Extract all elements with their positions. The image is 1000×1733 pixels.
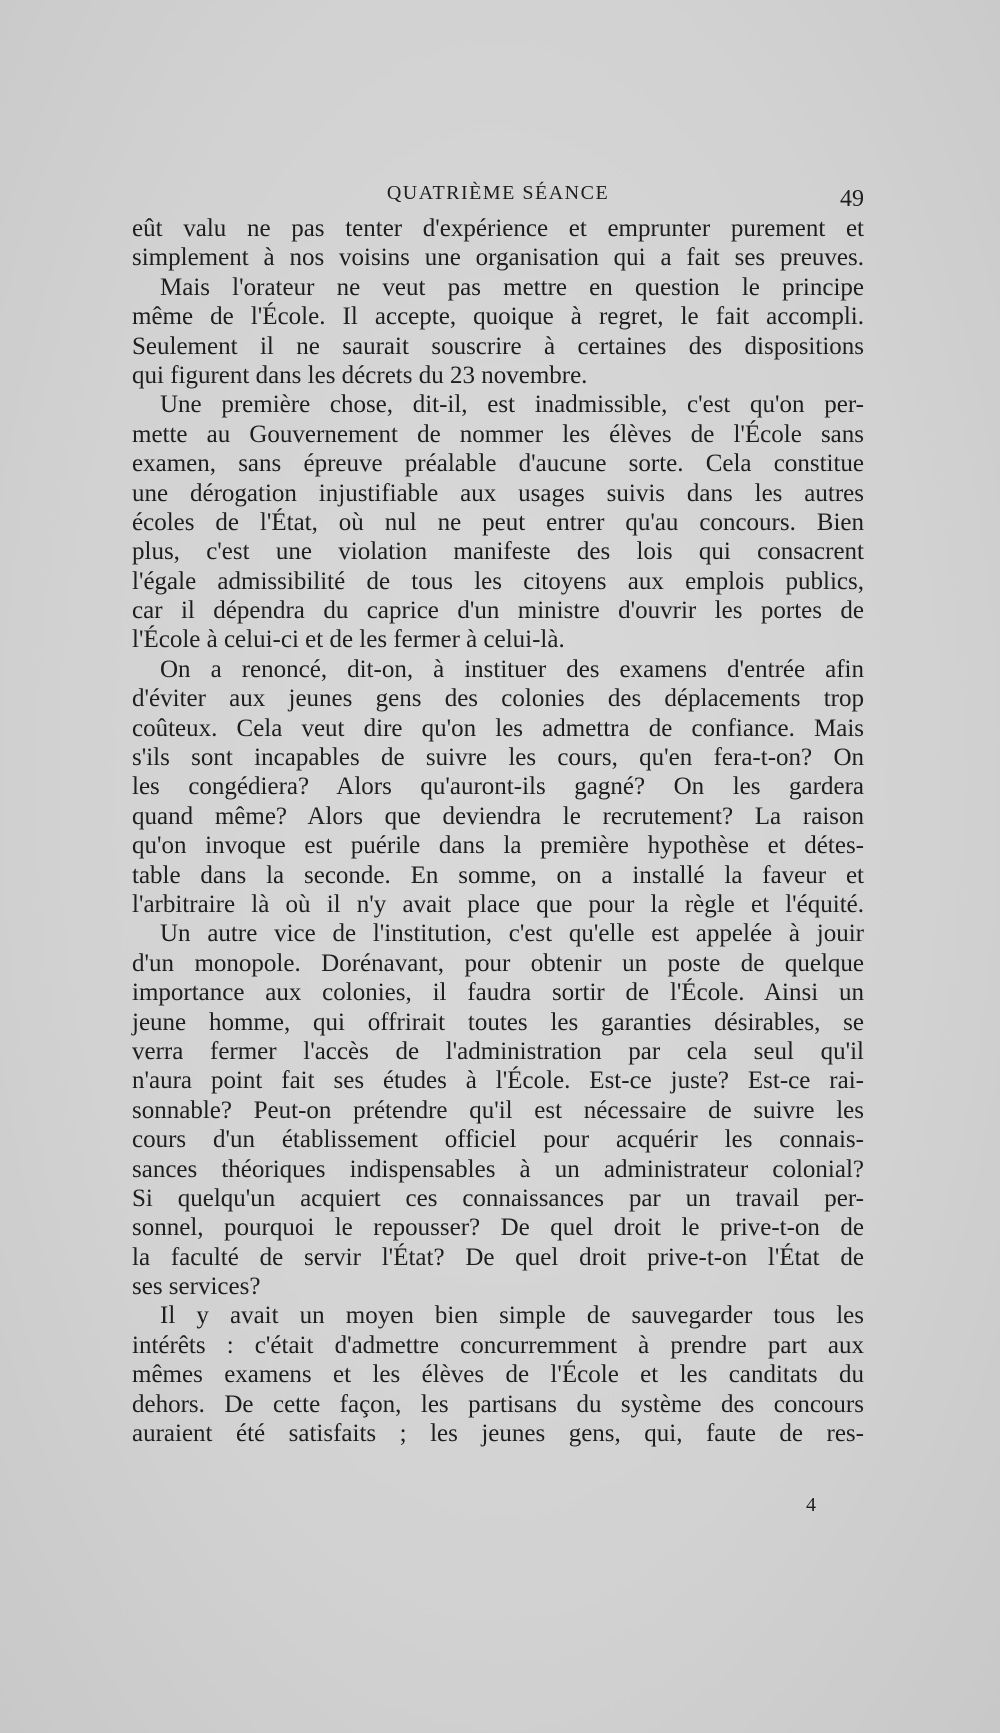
text-line: sonnable? Peut-on prétendre qu'il est nécessaire de suivre les	[132, 1096, 864, 1124]
text-line: quand même? Alors que deviendra le recrutement? La raison	[132, 802, 864, 830]
text-line: dehors. De cette façon, les partisans du système des concours	[132, 1390, 864, 1418]
text-line: auraient été satisfaits ; les jeunes gens, qui, faute de res-	[132, 1420, 864, 1448]
text-line: ses services?	[132, 1273, 261, 1301]
text-line: l'arbitraire là où il n'y avait place que pour la règle et l'équité.	[132, 890, 864, 918]
text-line: qui figurent dans les décrets du 23 novembre.	[132, 361, 588, 389]
text-line: verra fermer l'accès de l'administration par cela seul qu'il	[132, 1037, 864, 1065]
text-line: simplement à nos voisins une organisation qui a fait ses preuves.	[132, 244, 864, 272]
text-line: d'un monopole. Dorénavant, pour obtenir un poste de quelque	[132, 949, 864, 977]
text-line: intérêts : c'était d'admettre concurremment à prendre part aux	[132, 1331, 864, 1359]
text-line: écoles de l'État, où nul ne peut entrer qu'au concours. Bien	[132, 508, 864, 536]
text-line: jeune homme, qui offrirait toutes les garanties désirables, se	[132, 1008, 864, 1036]
text-line: Seulement il ne saurait souscrire à certaines des dispositions	[132, 332, 864, 360]
text-line: importance aux colonies, il faudra sortir de l'École. Ainsi un	[132, 979, 864, 1007]
text-line: qu'on invoque est puérile dans la première hypothèse et détes-	[132, 832, 864, 860]
text-line: car il dépendra du caprice d'un ministre d'ouvrir les portes de	[132, 597, 864, 625]
text-line: même de l'École. Il accepte, quoique à regret, le fait accompli.	[132, 303, 864, 331]
text-line: examen, sans épreuve préalable d'aucune sorte. Cela constitue	[132, 450, 864, 478]
text-line: cours d'un établissement officiel pour acquérir les connais-	[132, 1126, 864, 1154]
text-line: Si quelqu'un acquiert ces connaissances par un travail per-	[132, 1184, 864, 1212]
text-line: la faculté de servir l'État? De quel droit prive-t-on l'État de	[132, 1243, 864, 1271]
text-line: l'École à celui-ci et de les fermer à celui-là.	[132, 626, 565, 654]
text-line: mêmes examens et les élèves de l'École et les canditats du	[132, 1361, 864, 1389]
text-line: les congédiera? Alors qu'auront-ils gagné? On les gardera	[132, 773, 864, 801]
text-line: Un autre vice de l'institution, c'est qu'elle est appelée à jouir	[160, 920, 864, 948]
text-line: eût valu ne pas tenter d'expérience et emprunter purement et	[132, 215, 864, 242]
text-line: mette au Gouvernement de nommer les élèves de l'École sans	[132, 420, 864, 448]
text-line: Une première chose, dit-il, est inadmissible, c'est qu'on per-	[160, 391, 864, 419]
text-line: table dans la seconde. En somme, on a installé la faveur et	[132, 861, 864, 889]
text-line: On a renoncé, dit-on, à instituer des examens d'entrée afin	[160, 655, 864, 683]
text-line: n'aura point fait ses études à l'École. Est-ce juste? Est-ce rai-	[132, 1067, 864, 1095]
running-head	[132, 178, 864, 218]
text-line: plus, c'est une violation manifeste des lois qui consacrent	[132, 538, 864, 566]
page-number: 49	[840, 186, 864, 212]
text-line: d'éviter aux jeunes gens des colonies des déplacements trop	[132, 685, 864, 713]
body-text	[132, 214, 864, 1448]
text-line: coûteux. Cela veut dire qu'on les admettra de confiance. Mais	[132, 714, 864, 742]
signature-mark: 4	[806, 1494, 816, 1516]
text-line: sonnel, pourquoi le repousser? De quel droit le prive-t-on de	[132, 1214, 864, 1242]
text-line: Il y avait un moyen bien simple de sauvegarder tous les	[160, 1302, 864, 1330]
text-line: une dérogation injustifiable aux usages suivis dans les autres	[132, 479, 864, 507]
text-line: l'égale admissibilité de tous les citoyens aux emplois publics,	[132, 567, 864, 595]
text-line: sances théoriques indispensables à un administrateur colonial?	[132, 1155, 864, 1183]
text-line: Mais l'orateur ne veut pas mettre en question le principe	[160, 273, 864, 301]
running-title: QUATRIÈME SÉANCE	[386, 182, 610, 204]
text-line: s'ils sont incapables de suivre les cours, qu'en fera-t-on? On	[132, 744, 864, 772]
